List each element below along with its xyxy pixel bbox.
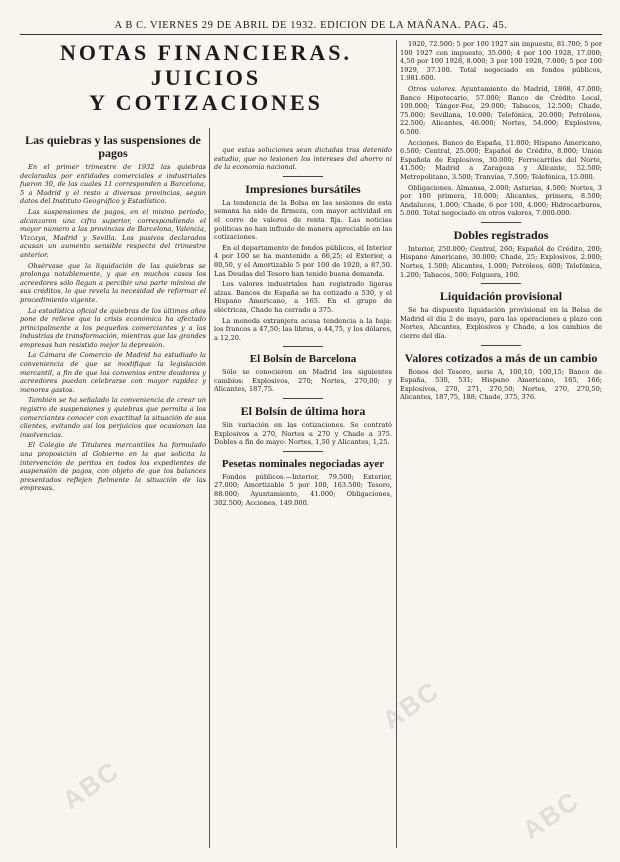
section-heading: El Bolsín de Barcelona [249,353,357,366]
column-intro: que estas soluciones sean dictadas tras detenido estudio, que no lesionen los intereses del ahorro ni de la economía nacional. [214,146,392,172]
quotes-paragraph: Obligaciones. Almansa, 2.000; Asturias, 4.500; Nortes, 3 por 100 primera, 10.000; Alicantes, primera, 8.500; Andaluces, 1.000; Chade, 6 por 100, 4.000; Hidrocarburos, 5.000. Total negociado en otros valores, 7.000.000. [400,183,602,218]
section-rule [481,345,521,346]
article-paragraph: La Cámara de Comercio de Madrid ha estudiado la conveniencia de que se modifique la legislación mercantil, a fin de que los convenios entre deudores y acreedores puedan celebrarse con mayor rapidez y menores gastos. [20,351,206,394]
article-paragraph: También se ha señalado la conveniencia de crear un registro de suspensiones y quiebras que permita a los comerciantes conocer con exactitud la situación de sus clientes, evitando así los perjuicios que ocasionan las insolvencias. [20,396,206,439]
running-head: A B C. VIERNES 29 DE ABRIL DE 1932. EDICION DE LA MAÑANA. PAG. 45. [20,18,602,35]
watermark: ABC [376,674,446,736]
quotes-text: Ayuntamiento de Madrid, 1868, 47.000; Banco Hipotecario, 57.000; Banco de Crédito Local, 100.000; Tánger-Fez, 29.000; Tabacos, 12.500; Chade, 75.000; Sevillana, 10.000; Telefónica, 20.000; Petróleos, 22.500; Alicantes, 46.000; Nortes, 54.000; Explosivos, 6.500. [400,84,602,136]
section-rule [283,346,323,347]
market-column [214,146,392,509]
quotes-subheading: Otros valores. [408,84,457,93]
section-paragraph: La tendencia de la Bolsa en las sesiones de esta semana ha sido de firmeza, con mayor actividad en el corro de valores de renta fija. Las noticias políticas no han influido de manera apreciable en las cotizaciones. [214,198,392,242]
section-paragraph: Interior, 250.000; Central, 260; Español de Crédito, 200; Hispano Americano, 30.000; Chade, 25; Explosivos, 2.000; Nortes, 1.500; Alicantes, 1.000; Petróleos, 600; Telefónica, 1.200; Tabacos, 500; Felguera, 100. [400,244,602,279]
section-rule [481,283,521,284]
quotes-column [400,40,602,404]
quotes-paragraph: Acciones. Banco de España, 11.000; Hispano Americano, 6.500; Central, 25.000; Español de Crédito, 8.000; Unión Española de Explosivos, 30.000; Ferrocarriles del Norte, 41.500; Madrid a Zaragoza y Alicante, 52.500; Metropolitano, 3.500; Tranvías, 7.500; Telefónica, 15.000. [400,138,602,181]
section-rule [283,398,323,399]
watermark: ABC [516,784,586,846]
section-rule [283,451,323,452]
section-heading: Impresiones bursátiles [245,181,361,196]
section-rule [481,222,521,223]
section-rule [283,176,323,177]
section-paragraph: Fondos públicos.—Interior, 79.500; Exterior, 27.000; Amortizable 5 por 100, 163.500; Tesoro, 88.000; Ayuntamiento, 41.000; Obligaciones, 302.500; Acciones, 149.000. [214,472,392,507]
section-heading: Valores cotizados a más de un cambio [404,350,598,365]
section-heading: Dobles registrados [453,227,549,242]
section-heading: Liquidación provisional [439,289,563,304]
article-paragraph: Obsérvase que la liquidación de las quiebras se prolonga notablemente, y que en muchos casos los acreedores sólo llegan a percibir una parte mínima de sus créditos, lo que revela la necesidad de reformar el procedimiento vigente. [20,261,206,304]
article-quiebras [20,128,206,495]
page-title [20,40,392,115]
section-paragraph: Bonos del Tesoro, serie A, 100,10, 100,15; Banco de España, 530, 531; Hispano Americano, 165, 166; Explosivos, 270, 271, 270,50; Nortes, 270, 270,50; Alicantes, 187,75, 188; Chade, 375, 376. [400,367,602,402]
section-paragraph: Los valores industriales han registrado ligeras alzas. Bancos de España se ha cotizado a 530, y el Hispano Americano, a 165. En el grupo de eléctricas, Chade ha cerrado a 375. [214,280,392,314]
article-heading: Las quiebras y las suspensiones de pagos [25,133,201,160]
section-heading: Pesetas nominales negociadas ayer [221,457,385,470]
newspaper-page [20,18,602,850]
article-paragraph: La estadística oficial de quiebras de los últimos años pone de relieve que la crisis económica ha afectado principalmente a los pequeños comerciantes y a las industrias de transformación, mientras que las grandes empresas han resistido mejor la depresión. [20,306,206,349]
page-title-line-1: NOTAS FINANCIERAS. JUICIOS [60,40,352,90]
quotes-paragraph: 1920, 72.500; 5 por 100 1927 sin impuesto, 81.700; 5 por 100 1927 con impuesto, 35.000; 4 por 100 1928, 17.000; 4,50 por 100 1928, 8.000; 3 por 100 1928, 7.000; 5 por 100 1929, 37.100. Total negociado en fondos públicos, 1.981.600. [400,40,602,83]
column-divider [209,128,210,848]
section-paragraph: La moneda extranjera acusa tendencia a la baja: los francos a 47,50; las libras, a 44,75, y los dólares, a 12,20. [214,316,392,342]
watermark: ABC [56,754,126,816]
article-paragraph: Las suspensiones de pagos, en el mismo período, alcanzaron una cifra superior, correspondiendo el mayor número a las provincias de Barcelona, Valencia, Vizcaya, Madrid y Sevilla. Los pasivos declarados acusan un aumento sensible respecto del trimestre anterior. [20,207,206,259]
section-heading: El Bolsín de última hora [240,404,366,419]
section-paragraph: Se ha dispuesto liquidación provisional en la Bolsa de Madrid el día 2 de mayo, para las operaciones a plazo con Nortes, Alicantes, Explosivos y Chade, a los cambios de cierre del día. [400,306,602,341]
article-paragraph: En el primer trimestre de 1932 las quiebras declaradas por entidades comerciales e industriales fueron 30, de las cuales 11 corresponden a Barcelona, 5 a Madrid y el resto a diversas provincias, según datos del Instituto Geográfico y Estadístico. [20,163,206,206]
article-paragraph: El Colegio de Titulares mercantiles ha formulado una proposición al Gobierno en la que solicita la intervención de peritos en todos los expedientes de suspensión de pagos, con objeto de que los balances presentados reflejen fielmente la situación de las empresas. [20,441,206,493]
quotes-paragraph [400,85,602,137]
section-paragraph: Sin variación en las cotizaciones. Se contrató Explosivos a 270, Nortes a 270 y Chade a 375. Dobles a fin de mayo: Nortes, 1,50 y Alicantes, 1,25. [214,421,392,447]
section-paragraph: En el departamento de fondos públicos, el Interior 4 por 100 se ha mantenido a 66,25; el Exterior, a 80,50, y el Amortizable 5 por 100 de 1920, a 87,50. Las Deudas del Tesoro han tenido buena demanda. [214,243,392,278]
page-title-line-2: Y COTIZACIONES [89,90,323,115]
section-paragraph: Sólo se conocieron en Madrid los siguientes cambios: Explosivos, 270; Nortes, 270,00; y Alicantes, 187,75. [214,368,392,394]
column-divider [396,40,397,848]
